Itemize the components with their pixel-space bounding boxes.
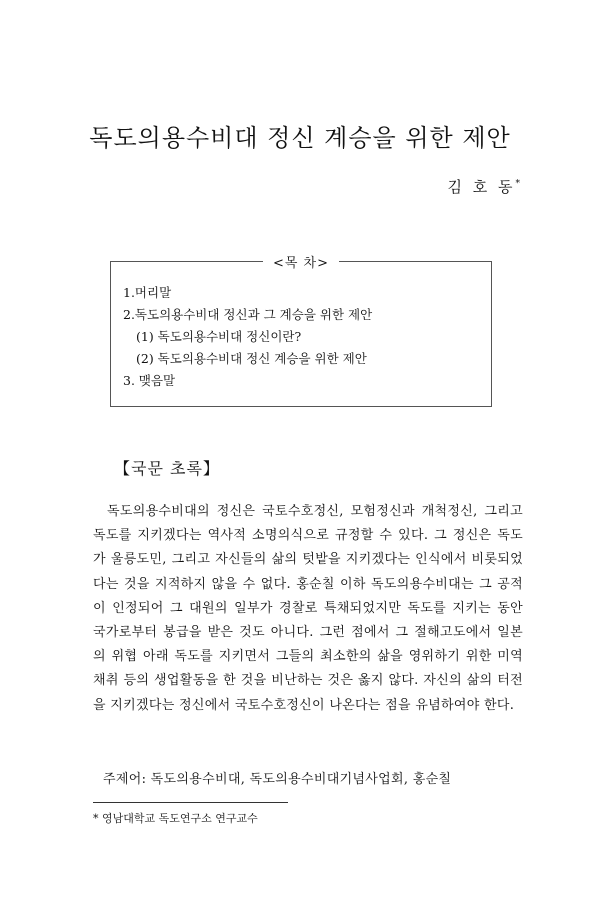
toc-heading: <목 차> (263, 256, 339, 271)
toc-subitem: (1) 독도의용수비대 정신이란? (136, 329, 302, 344)
toc-item: 1.머리말 (123, 285, 172, 300)
abstract-heading: 【국문 초록】 (114, 459, 220, 478)
abstract-body: 독도의용수비대의 정신은 국토수호정신, 모험정신과 개척정신, 그리고 독도를 지키겠다는 역사적 소명의식으로 규정할 수 있다. 그 정신은 독도가 울릉도민, 그리고 자신들의 삶의 텃밭을 지키겠다는 인식에서 비롯되었다는 것을 지적하지 않을 수 없다. 홍순칠 이하 독도의용수비대는 그 공적이 인정되어 그 대원의 일부가 경찰로 특채되었지만 독도를 지키는 동안 국가로부터 봉급을 받은 것도 아니다. 그런 점에서 그 절해고도에서 일본의 위협 아래 독도를 지키면서 그들의 최소한의 삶을 영위하기 위한 미역 채취 등의 생업활동을 한 것을 비난하는 것은 옳지 않다. 자신의 삶의 터전을 지키겠다는 정신에서 국토수호정신이 나온다는 점을 유념하여야 한다. (93, 504, 523, 713)
footnote: * 영남대학교 독도연구소 연구교수 (93, 812, 258, 825)
paper-title: 독도의용수비대 정신 계승을 위한 제안 (89, 124, 511, 152)
author (447, 176, 520, 197)
author-footnote-mark: * (515, 179, 520, 189)
table-of-contents (110, 256, 492, 407)
toc-item: 2.독도의용수비대 정신과 그 계승을 위한 제안 (123, 307, 373, 322)
keywords: 주제어: 독도의용수비대, 독도의용수비대기념사업회, 홍순칠 (103, 772, 452, 787)
toc-item: 3. 맺음말 (123, 373, 176, 388)
footnote-divider (93, 802, 288, 803)
toc-subitem: (2) 독도의용수비대 정신 계승을 위한 제안 (136, 351, 367, 366)
author-name: 김 호 동 (447, 178, 516, 196)
toc-heading-wrap (111, 252, 491, 271)
toc-list (123, 282, 483, 392)
